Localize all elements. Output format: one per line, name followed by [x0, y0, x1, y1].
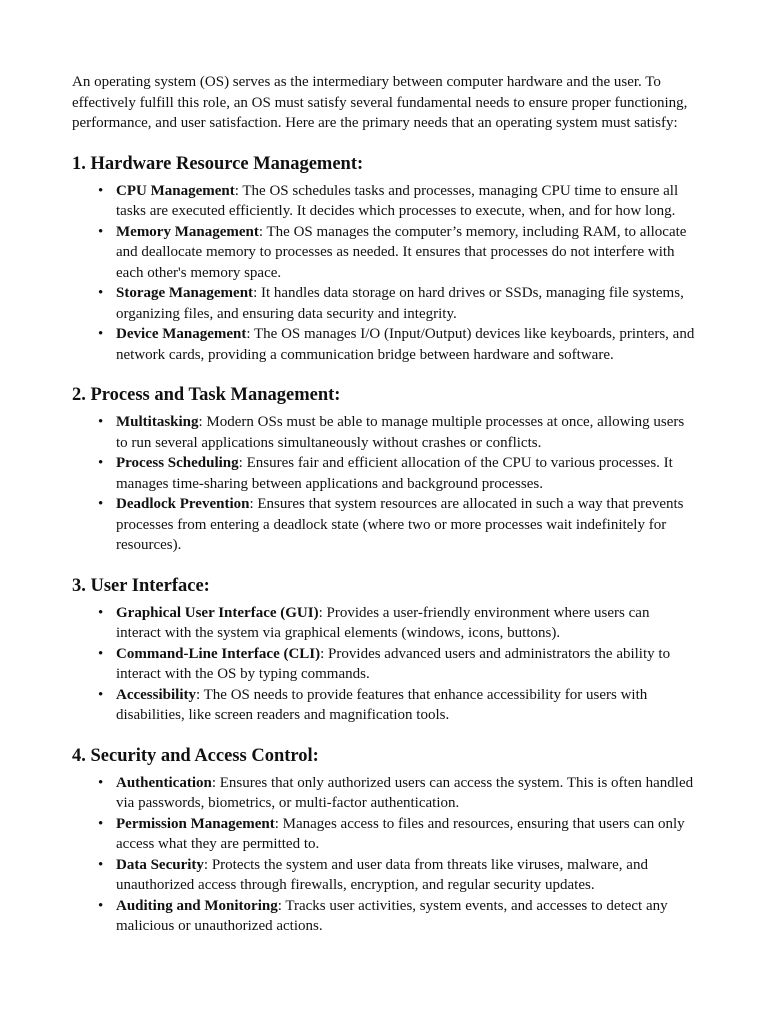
bullet-icon: • — [98, 223, 104, 240]
section-heading: 1. Hardware Resource Management: — [72, 153, 364, 174]
description: : The OS manages I/O (Input/Output) devices like keyboards, printers, and network cards, providing a communication bridge between hardware and software. — [116, 326, 695, 363]
description: : Ensures that only authorized users can access the system. This is often handled via passwords, biometrics, or multi-factor authentication. — [116, 774, 694, 811]
section-heading: 4. Security and Access Control: — [72, 745, 319, 766]
description: : The OS needs to provide features that enhance accessibility for users with disabilities, like screen readers and magnification tools. — [116, 686, 648, 723]
bullet-icon: • — [98, 897, 104, 914]
description: : The OS schedules tasks and processes, managing CPU time to ensure all tasks are executed efficiently. It decides which processes to execute, when, and for how long. — [116, 182, 679, 219]
description: : Modern OSs must be able to manage multiple processes at once, allowing users to run several applications simultaneously without crashes or conflicts. — [116, 414, 685, 451]
section-security-and-access-control — [72, 744, 698, 937]
bullet-icon: • — [98, 326, 104, 342]
list-item — [72, 181, 698, 222]
intro-paragraph: An operating system (OS) serves as the intermediary between computer hardware and the user. To effectively fulfill this role, an OS must satisfy several fundamental needs to ensure proper functioning, performance, and user satisfaction. Here are the primary needs that an operating system must satisfy: — [72, 74, 688, 131]
bullet-list — [72, 412, 698, 556]
term: Process Scheduling — [116, 455, 239, 471]
list-item — [72, 855, 698, 896]
section-heading: 3. User Interface: — [72, 575, 210, 596]
term: Command-Line Interface (CLI) — [116, 645, 321, 662]
bullet-list — [72, 773, 698, 937]
bullet-icon: • — [98, 645, 104, 662]
list-item — [72, 773, 698, 814]
list-item — [72, 222, 698, 284]
description: : Manages access to files and resources, ensuring that users can only access what they are permitted to. — [116, 815, 685, 852]
bullet-icon: • — [98, 496, 104, 512]
bullet-list — [72, 181, 698, 366]
description: : Ensures fair and efficient allocation of the CPU to various processes. It manages time-sharing between applications and background processes. — [116, 455, 673, 492]
description: : The OS manages the computer’s memory, including RAM, to allocate and deallocate memory to processes as needed. It ensures that processes do not interfere with each other's memory space. — [116, 223, 687, 281]
description: : Tracks user activities, system events, and accesses to detect any malicious or unauthorized actions. — [116, 897, 668, 934]
term: Device Management — [116, 326, 247, 342]
term: Auditing and Monitoring — [116, 897, 278, 914]
description: : Provides advanced users and administrators the ability to interact with the OS by typing commands. — [116, 645, 671, 682]
term: Graphical User Interface (GUI) — [116, 604, 319, 621]
bullet-icon: • — [98, 182, 104, 199]
bullet-icon: • — [98, 774, 104, 791]
bullet-icon: • — [98, 686, 104, 703]
list-item — [72, 494, 698, 556]
list-item — [72, 324, 698, 365]
description: : Ensures that system resources are allocated in such a way that prevents processes from entering a deadlock state (where two or more processes wait indefinitely for resources). — [116, 496, 684, 553]
term: Deadlock Prevention — [116, 496, 250, 512]
term: CPU Management — [116, 182, 235, 199]
list-item — [72, 896, 698, 937]
term: Memory Management — [116, 223, 259, 240]
term: Storage Management — [116, 285, 254, 301]
list-item — [72, 453, 698, 494]
list-item — [72, 685, 698, 726]
bullet-icon: • — [98, 285, 104, 301]
section-user-interface — [72, 574, 698, 726]
bullet-icon: • — [98, 604, 104, 621]
term: Multitasking — [116, 414, 199, 430]
list-item — [72, 814, 698, 855]
bullet-list — [72, 603, 698, 726]
term: Authentication — [116, 774, 212, 791]
section-hardware-resource-management — [72, 152, 698, 366]
list-item — [72, 644, 698, 685]
section-heading: 2. Process and Task Management: — [72, 385, 341, 405]
bullet-icon: • — [98, 815, 104, 832]
list-item — [72, 283, 698, 324]
term: Permission Management — [116, 815, 275, 832]
bullet-icon: • — [98, 455, 104, 471]
section-process-and-task-management — [72, 383, 698, 556]
term: Accessibility — [116, 686, 196, 703]
description: : It handles data storage on hard drives or SSDs, managing file systems, organizing files, and ensuring data security and integrity. — [116, 285, 684, 322]
bullet-icon: • — [98, 414, 104, 430]
term: Data Security — [116, 856, 204, 873]
list-item — [72, 412, 698, 453]
description: : Protects the system and user data from threats like viruses, malware, and unauthorized access through firewalls, encryption, and regular security updates. — [116, 856, 648, 893]
list-item — [72, 603, 698, 644]
bullet-icon: • — [98, 856, 104, 873]
description: : Provides a user-friendly environment where users can interact with the system via graphical elements (windows, icons, buttons). — [116, 604, 650, 641]
